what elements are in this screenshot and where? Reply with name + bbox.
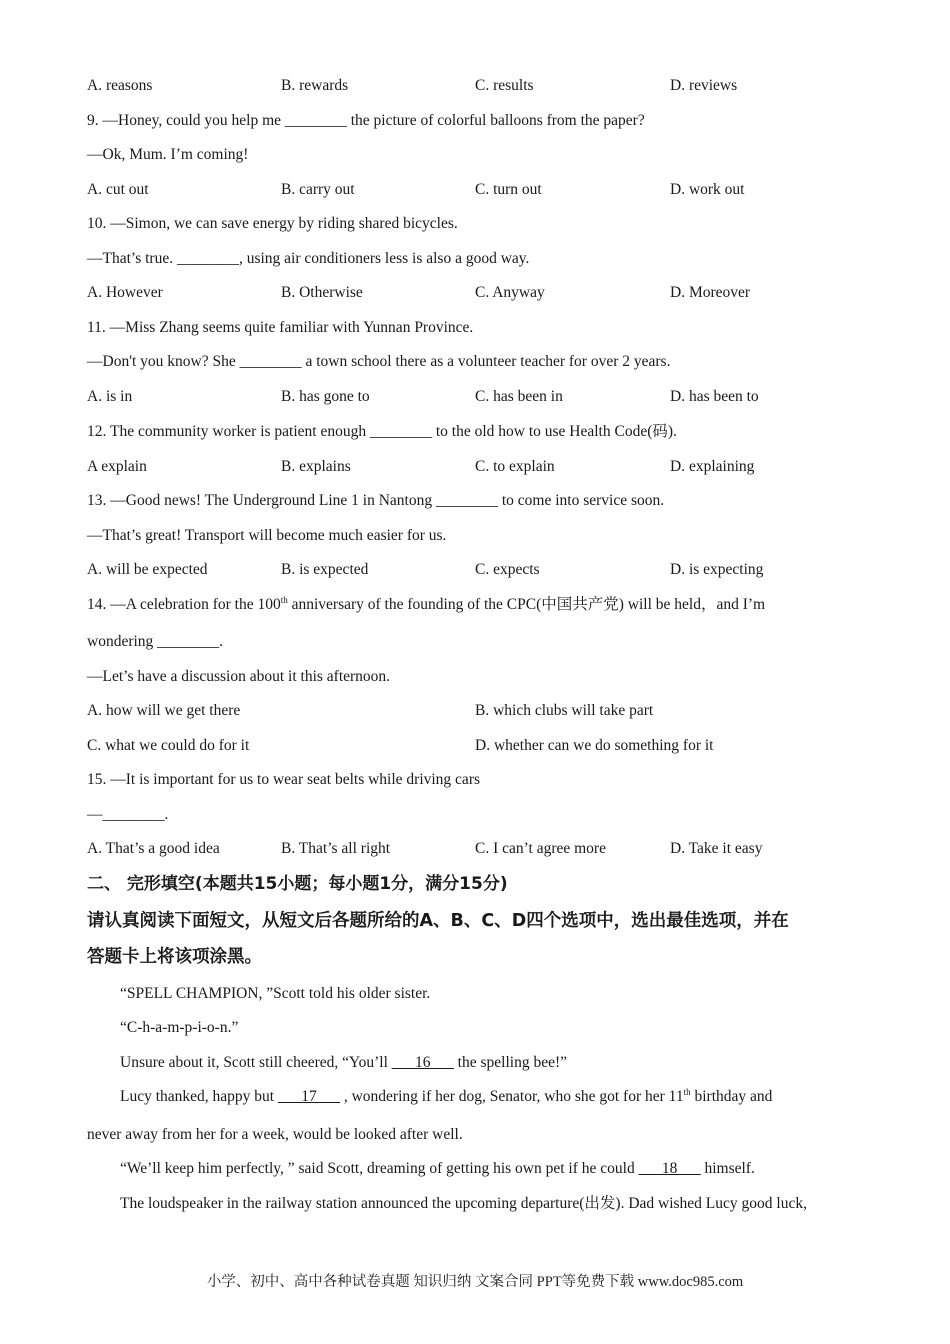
section-instruction: 请认真阅读下面短文，从短文后各题所给的A、B、C、D四个选项中，选出最佳选项，并在 bbox=[87, 911, 789, 931]
q14-stem-cont: wondering ________. bbox=[87, 633, 224, 650]
section-heading: 二、 完形填空(本题共15小题；每小题1分，满分15分) bbox=[87, 874, 508, 894]
passage-paragraph: Unsure about it, Scott still cheered, “You’ll ___16___ the spelling bee!” bbox=[120, 1054, 567, 1071]
q14-option-c: C. what we could do for it bbox=[87, 737, 250, 754]
q9-option-a: A. cut out bbox=[87, 181, 149, 198]
q9-option-b: B. carry out bbox=[281, 181, 355, 198]
q11-reply: —Don't you know? She ________ a town school there as a volunteer teacher for over 2 years. bbox=[87, 353, 671, 370]
q13-option-d: D. is expecting bbox=[670, 561, 764, 578]
q13-reply: —That’s great! Transport will become much easier for us. bbox=[87, 527, 447, 544]
q11-option-a: A. is in bbox=[87, 388, 133, 405]
q11-option-c: C. has been in bbox=[475, 388, 563, 405]
q14-option-b: B. which clubs will take part bbox=[475, 702, 654, 719]
passage-paragraph: The loudspeaker in the railway station announced the upcoming departure(出发). Dad wished Lucy good luck, bbox=[120, 1195, 807, 1212]
q11-option-d: D. has been to bbox=[670, 388, 759, 405]
q15-option-b: B. That’s all right bbox=[281, 840, 391, 857]
q8-option-a: A. reasons bbox=[87, 77, 153, 94]
q10-option-c: C. Anyway bbox=[475, 284, 545, 301]
q14-option-a: A. how will we get there bbox=[87, 702, 241, 719]
q9-stem: 9. —Honey, could you help me ________ the picture of colorful balloons from the paper? bbox=[87, 112, 645, 129]
q12-option-d: D. explaining bbox=[670, 458, 755, 475]
q11-stem: 11. —Miss Zhang seems quite familiar with Yunnan Province. bbox=[87, 319, 474, 336]
q8-option-b: B. rewards bbox=[281, 77, 349, 94]
blank-17: ___17___ bbox=[277, 1088, 340, 1105]
passage-paragraph: “SPELL CHAMPION, ”Scott told his older sister. bbox=[120, 985, 431, 1002]
q13-stem: 13. —Good news! The Underground Line 1 in Nantong ________ to come into service soon. bbox=[87, 492, 665, 509]
q12-option-b: B. explains bbox=[281, 458, 351, 475]
passage-paragraph: “We’ll keep him perfectly, ” said Scott, dreaming of getting his own pet if he could ___18___ himself. bbox=[120, 1160, 755, 1177]
q8-option-d: D. reviews bbox=[670, 77, 738, 94]
q15-option-a: A. That’s a good idea bbox=[87, 840, 220, 857]
q14-option-d: D. whether can we do something for it bbox=[475, 737, 714, 754]
blank-18: ___18___ bbox=[638, 1160, 701, 1177]
q13-option-b: B. is expected bbox=[281, 561, 369, 578]
q15-option-d: D. Take it easy bbox=[670, 840, 763, 857]
q9-option-d: D. work out bbox=[670, 181, 745, 198]
passage-paragraph: “C-h-a-m-p-i-o-n.” bbox=[120, 1019, 239, 1036]
q9-option-c: C. turn out bbox=[475, 181, 542, 198]
q8-option-c: C. results bbox=[475, 77, 534, 94]
q11-option-b: B. has gone to bbox=[281, 388, 370, 405]
q15-option-c: C. I can’t agree more bbox=[475, 840, 606, 857]
q12-option-c: C. to explain bbox=[475, 458, 555, 475]
q9-reply: —Ok, Mum. I’m coming! bbox=[87, 146, 249, 163]
q15-reply: —________. bbox=[87, 806, 169, 823]
q12-option-a: A explain bbox=[87, 458, 147, 475]
q15-stem: 15. —It is important for us to wear seat belts while driving cars bbox=[87, 771, 481, 788]
section-instruction-cont: 答题卡上将该项涂黑。 bbox=[87, 947, 262, 967]
passage-paragraph-cont: never away from her for a week, would be looked after well. bbox=[87, 1126, 463, 1143]
q10-option-d: D. Moreover bbox=[670, 284, 751, 301]
passage-paragraph: Lucy thanked, happy but ___17___ , wondering if her dog, Senator, who she got for her 11th birthday and bbox=[120, 1087, 773, 1105]
q14-stem: 14. —A celebration for the 100th anniversary of the founding of the CPC(中国共产党) will be held，and I’m bbox=[87, 595, 766, 613]
q10-option-a: A. However bbox=[87, 284, 163, 301]
q10-stem: 10. —Simon, we can save energy by riding shared bicycles. bbox=[87, 215, 458, 232]
q10-option-b: B. Otherwise bbox=[281, 284, 363, 301]
q13-option-c: C. expects bbox=[475, 561, 540, 578]
q10-reply: —That’s true. ________, using air conditioners less is also a good way. bbox=[87, 250, 530, 267]
q13-option-a: A. will be expected bbox=[87, 561, 208, 578]
q12-stem: 12. The community worker is patient enough ________ to the old how to use Health Code(码). bbox=[87, 423, 677, 440]
blank-16: ___16___ bbox=[391, 1054, 454, 1071]
page-footer: 小学、初中、高中各种试卷真题 知识归纳 文案合同 PPT等免费下载 www.doc985.com bbox=[206, 1274, 744, 1290]
q14-reply: —Let’s have a discussion about it this afternoon. bbox=[87, 668, 391, 685]
